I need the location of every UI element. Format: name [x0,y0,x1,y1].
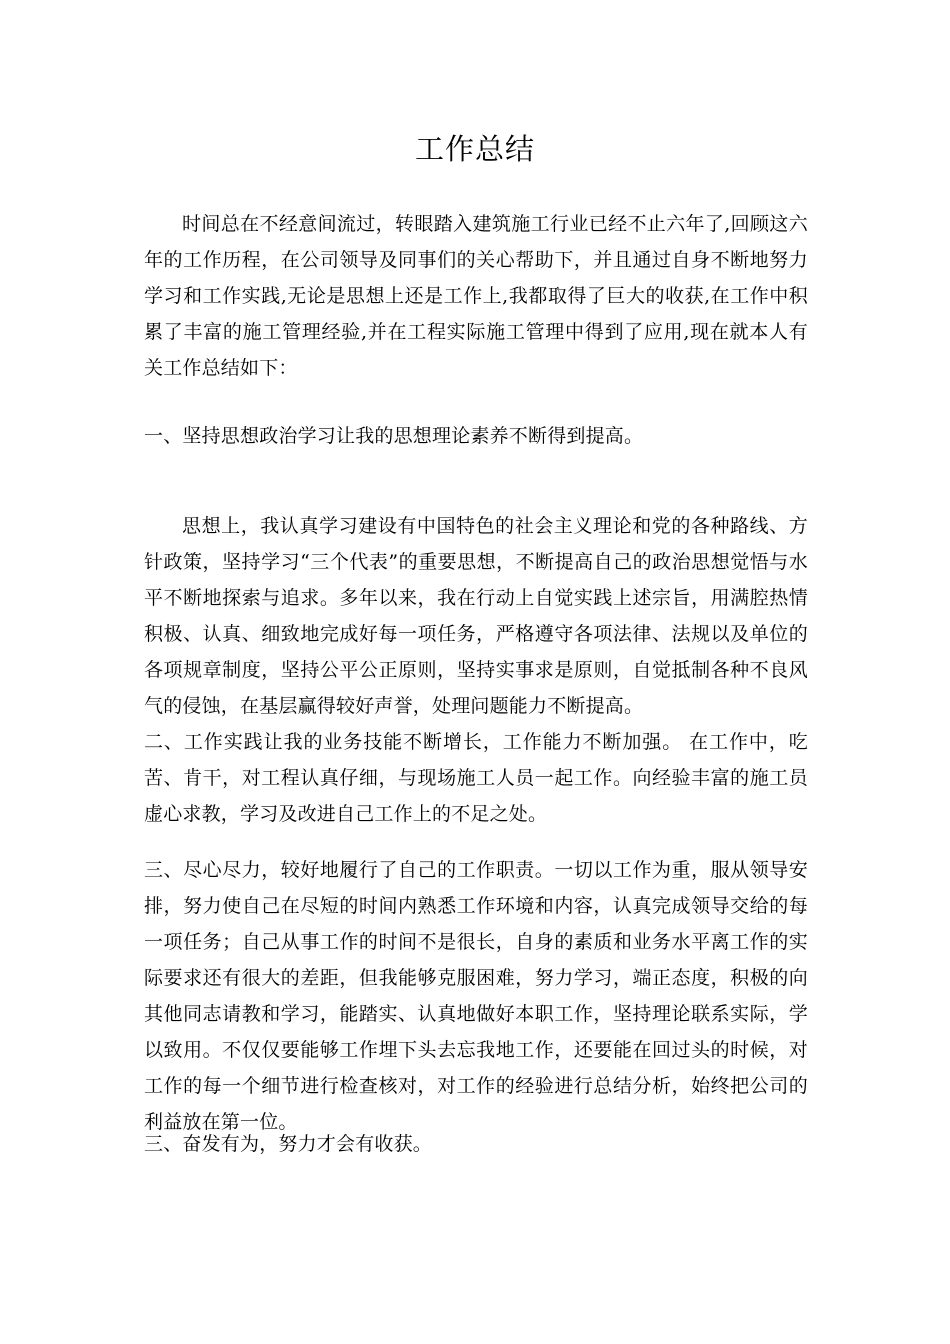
section3-paragraph: 三、尽心尽力，较好地履行了自己的工作职责。一切以工作为重，服从领导安排，努力使自己在尽短的时间内熟悉工作环境和内容，认真完成领导交给的每一项任务；自己从事工作的时间不是很长，自身的素质和业务水平离工作的实际要求还有很大的差距，但我能够克服困难，努力学习，端正态度，积极的向其他同志请教和学习，能踏实、认真地做好本职工作，坚持理论联系实际，学以致用。不仅仅要能够工作埋下头去忘我地工作，还要能在回过头的时候，对工作的每一个细节进行检查核对，对工作的经验进行总结分析，始终把公司的利益放在第一位。 [144,859,808,1133]
section4-paragraph: 三、奋发有为，努力才会有收获。 [144,1133,433,1155]
intro-paragraph: 时间总在不经意间流过，转眼踏入建筑施工行业已经不止六年了,回顾这六年的工作历程，在公司领导及同事们的关心帮助下，并且通过自身不断地努力学习和工作实践,无论是思想上还是工作上,我都取得了巨大的收获,在工作中积累了丰富的施工管理经验,并在工程实际施工管理中得到了应用,现在就本人有关工作总结如下： [144,213,808,379]
section2-paragraph: 二、工作实践让我的业务技能不断增长，工作能力不断加强。 在工作中，吃苦、肯干，对工程认真仔细，与现场施工人员一起工作。向经验丰富的施工员虚心求教，学习及改进自己工作上的不足之处。 [144,731,808,825]
section1-heading: 一、坚持思想政治学习让我的思想理论素养不断得到提高。 [144,425,644,447]
section1-paragraph: 思想上，我认真学习建设有中国特色的社会主义理论和党的各种路线、方针政策，坚持学习“三个代表”的重要思想，不断提高自己的政治思想觉悟与水平不断地探索与追求。多年以来，我在行动上自觉实践上述宗旨，用满腔热情积极、认真、细致地完成好每一项任务，严格遵守各项法律、法规以及单位的各项规章制度，坚持公平公正原则，坚持实事求是原则，自觉抵制各种不良风气的侵蚀，在基层赢得较好声誉，处理问题能力不断提高。 [144,515,808,717]
page-title: 工作总结 [414,132,535,166]
